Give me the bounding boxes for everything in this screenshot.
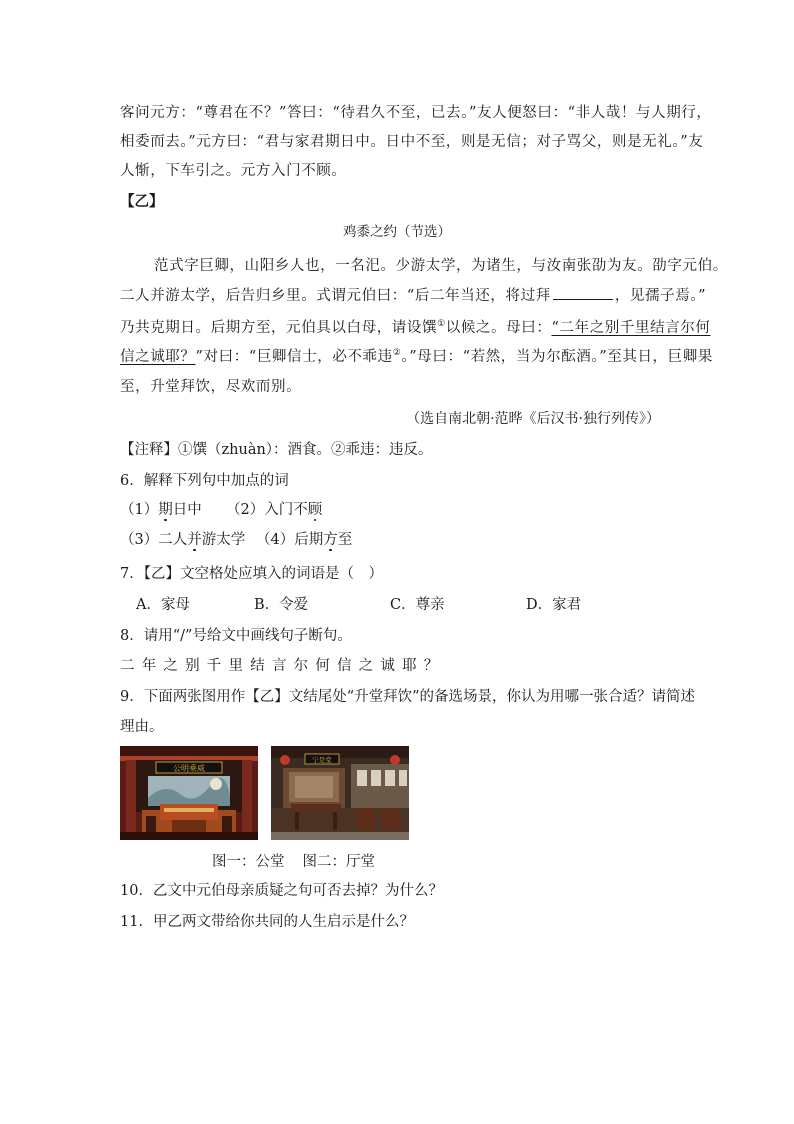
figure-2-reception-hall	[271, 746, 409, 840]
q11-stem: 11．甲乙两文带给你共同的人生启示是什么？	[120, 914, 414, 930]
passage-yi-title: 鸡黍之约（节选）	[343, 224, 451, 240]
figure-1-caption: 图一：公堂	[212, 854, 285, 870]
q6-item-2-dotted-char: 顾	[307, 502, 323, 518]
passage-yi-line-5: 至，升堂拜饮，尽欢而别。	[120, 379, 302, 395]
passage-jia-line-2: 相委而去。”元方曰：“君与家君期日中。日中不至，则是无信；对子骂父，则是无礼。”友	[120, 134, 704, 150]
q6-item-3-prefix: （3）二人	[120, 532, 188, 548]
passage-jia-line-3: 人惭，下车引之。元方入门不顾。	[120, 163, 347, 179]
official-hall-plaque-text: 公明乘威	[173, 764, 205, 773]
reception-hall-illustration	[271, 746, 409, 840]
q9-stem-line-2: 理由。	[120, 719, 164, 735]
underlined-sentence-part-2: 信之诚耶？	[120, 348, 196, 365]
q6-item-4	[256, 532, 352, 548]
q10-stem: 10．乙文中元伯母亲质疑之句可否去掉？为什么？	[120, 883, 443, 899]
q6-item-1-dotted-char: 期	[158, 502, 173, 518]
passage-yi-line-2	[120, 285, 707, 306]
q6-item-1-prefix: （1）	[120, 502, 159, 518]
q6-items-row-2	[120, 530, 680, 550]
q6-item-3-dotted-char: 并	[187, 532, 202, 548]
q6-stem: 6．解释下列句中加点的词	[120, 473, 289, 489]
passage-source: （选自南北朝·范晔《后汉书·独行列传》）	[406, 411, 660, 427]
official-hall-illustration	[120, 746, 258, 840]
figure-2-caption: 图二：厅堂	[302, 854, 375, 870]
q7-option-c: C．尊亲	[390, 597, 445, 613]
q6-item-4-rest: 至	[337, 532, 353, 548]
passage-yi-line-3-a: 乃共克期日。后期方至，元伯具以白母，请设馔	[120, 319, 438, 336]
q6-items-row-1	[120, 500, 680, 520]
q6-item-2-prefix: （2）入门不	[226, 502, 308, 518]
passage-yi-line-4	[120, 343, 713, 367]
fill-in-blank	[553, 285, 613, 300]
passage-yi-line-4-b: 。”母曰：“若然，当为尔酝酒。”至其日，巨卿果	[401, 348, 713, 365]
q6-item-3-rest: 游太学	[201, 532, 246, 548]
q8-stem: 8．请用“/”号给文中画线句子断句。	[120, 628, 352, 644]
q6-item-3	[120, 530, 256, 550]
q7-option-a: A．家母	[136, 597, 190, 613]
q7-options	[136, 595, 696, 615]
passage-yi-line-3	[120, 314, 711, 338]
q6-item-4-prefix: （4）后期	[256, 532, 324, 548]
figure-captions	[212, 852, 375, 872]
q6-item-2	[226, 502, 322, 518]
q7-option-d: D．家君	[526, 597, 582, 613]
annotation: 【注释】①馔（zhuàn）：酒食。②乖违：违反。	[120, 442, 433, 458]
q8-sentence: 二年之别千里结言尔何信之诚耶？	[120, 658, 446, 674]
underlined-sentence-part-1: “二年之别千里结言尔何	[551, 319, 711, 336]
q7-option-b: B．令爱	[254, 597, 309, 613]
passage-yi-line-3-b: 以候之。母曰：	[445, 319, 552, 336]
q6-item-1-rest: 日中	[172, 502, 202, 518]
section-yi-mark: 【乙】	[120, 193, 164, 210]
footnote-ref-2: ②	[392, 348, 402, 358]
footnote-ref-1: ①	[437, 319, 446, 329]
passage-jia-line-1: 客问元方：“尊君在不？”答曰：“待君久不至，已去。”友人便怒曰：“非人哉！与人期行，	[120, 105, 712, 121]
q7-stem: 7．【乙】文空格处应填入的词语是（ ）	[120, 566, 383, 582]
passage-yi-line-4-a: ”对曰：“巨卿信士，必不乖违	[195, 348, 393, 365]
reception-hall-plaque-text: 宁是堂	[312, 756, 332, 764]
q6-item-1	[120, 500, 226, 520]
passage-yi-line-1: 范式字巨卿，山阳乡人也，一名汜。少游太学，为诸生，与汝南张劭为友。劭字元伯。	[154, 258, 728, 274]
passage-yi-line-2-b: ，见孺子焉。”	[614, 288, 707, 304]
q9-stem-line-1: 9．下面两张图用作【乙】文结尾处“升堂拜饮”的备选场景，你认为用哪一张合适？请简述	[120, 689, 696, 705]
q6-item-4-dotted-char: 方	[323, 532, 338, 548]
figure-1-official-hall	[120, 746, 258, 840]
passage-yi-line-2-a: 二人并游太学，后告归乡里。式谓元伯曰：“后二年当还，将过拜	[120, 288, 551, 304]
